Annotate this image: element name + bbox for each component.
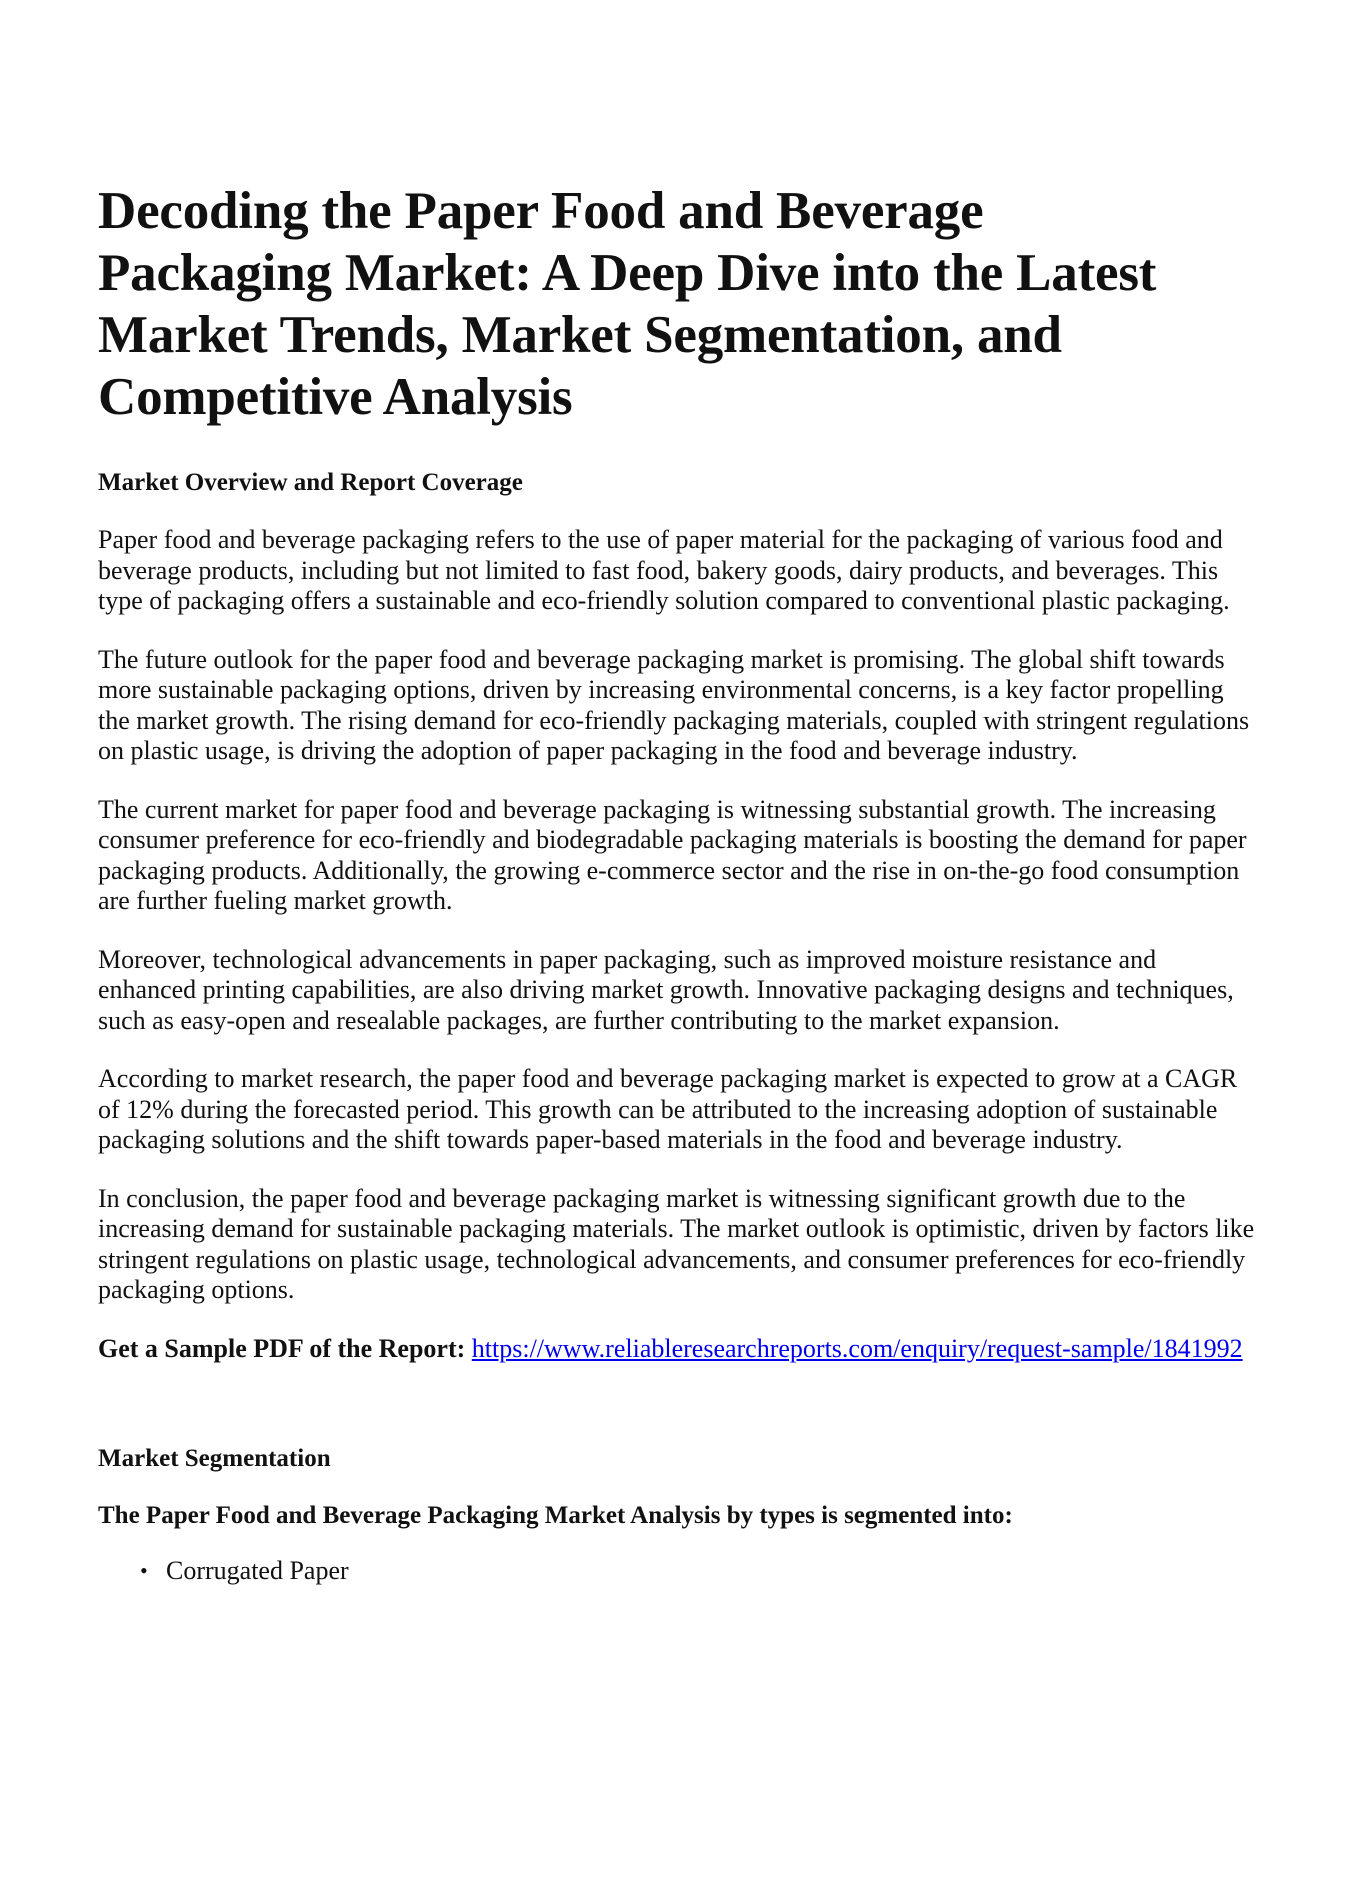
segmentation-types-list [98, 1556, 1255, 1586]
overview-heading: Market Overview and Report Coverage [98, 469, 523, 496]
page-title: Decoding the Paper Food and Beverage Packaging Market: A Deep Dive into the Latest Market Trends, Market Segmentation, and Competitive Analysis [98, 182, 1157, 426]
overview-paragraph-4: Moreover, technological advancements in paper packaging, such as improved moisture resistance and enhanced printing capabilities, are also driving market growth. Innovative packaging designs and techniques, such as easy-open and resealable packages, are further contributing to the market expansion. [98, 944, 1234, 1035]
overview-paragraph-6: In conclusion, the paper food and beverage packaging market is witnessing significant growth due to the increasing demand for sustainable packaging materials. The market outlook is optimistic, driven by factors like stringent regulations on plastic usage, technological advancements, and consumer preferences for eco-friendly packaging options. [98, 1183, 1255, 1304]
overview-paragraph-3: The current market for paper food and beverage packaging is witnessing substantial growth. The increasing consumer preference for eco-friendly and biodegradable packaging materials is boosting the demand for paper packaging products. Additionally, the growing e-commerce sector and the rise in on-the-go food consumption are further fueling market growth. [98, 794, 1247, 915]
bullet-icon: • [140, 1558, 148, 1583]
list-item [98, 1556, 1255, 1586]
overview-paragraph-5: According to market research, the paper food and beverage packaging market is expected to grow at a CAGR of 12% during the forecasted period. This growth can be attributed to the increasing adoption of sustainable packaging solutions and the shift towards paper-based materials in the food and beverage industry. [98, 1064, 1238, 1154]
sample-pdf-link[interactable]: https://www.reliableresearchreports.com/enquiry/request-sample/1841992 [471, 1333, 1243, 1363]
sample-pdf-label: Get a Sample PDF of the Report: [98, 1333, 466, 1363]
overview-paragraph-1: Paper food and beverage packaging refers to the use of paper material for the packaging of various food and beverage products, including but not limited to fast food, bakery goods, dairy products, and beverages. This type of packaging offers a sustainable and eco-friendly solution compared to conventional plastic packaging. [98, 525, 1230, 615]
sample-pdf-line [98, 1334, 1258, 1365]
list-item-label: Corrugated Paper [166, 1556, 349, 1585]
segmentation-subheading: The Paper Food and Beverage Packaging Market Analysis by types is segmented into: [98, 1502, 1013, 1529]
segmentation-heading: Market Segmentation [98, 1445, 331, 1472]
overview-paragraph-2: The future outlook for the paper food and beverage packaging market is promising. The global shift towards more sustainable packaging options, driven by increasing environmental concerns, is a key factor propelling the market growth. The rising demand for eco-friendly packaging materials, coupled with stringent regulations on plastic usage, is driving the adoption of paper packaging in the food and beverage industry. [98, 644, 1250, 765]
